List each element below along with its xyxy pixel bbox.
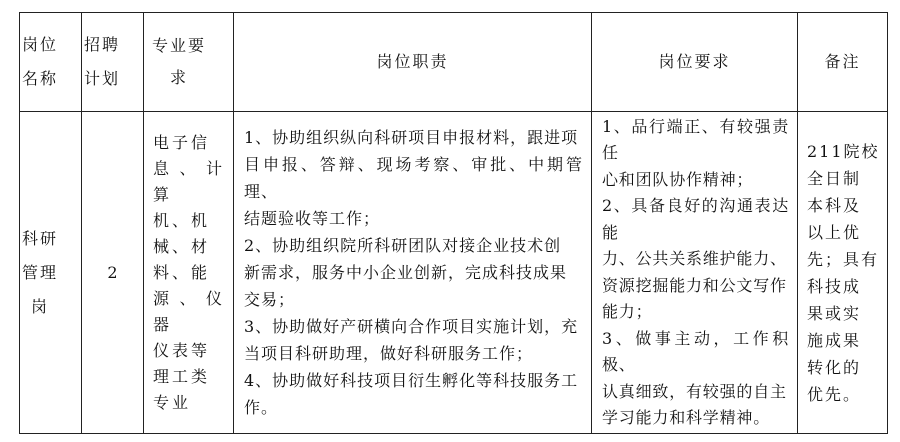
duties-text: 1、协助组织纵向科研项目申报材料，跟进项 目申报、答辩、现场考察、审批、中期管理、 结题验收等工作； 2、协助组织院所科研团队对接企业技术创 新需求，服务中小企业创新，完成科技成果 交易； 3、协助做好产研横向合作项目实施计划，充 当项目科研助理，做好科研服务工作； 4、协助做好科技项目衍生孵化等科技服务工 作。: [244, 128, 583, 417]
cell-duties: [234, 112, 592, 434]
table-row: [20, 112, 888, 434]
header-requirements: [592, 13, 798, 112]
header-notes-text: 备注: [824, 52, 861, 71]
cell-requirements: [592, 112, 798, 434]
header-duties-text: 岗位职责: [376, 52, 449, 71]
header-position-name: [20, 13, 82, 112]
header-requirements-text: 岗位要求: [658, 52, 731, 71]
notes-text: 211院校 全日制 本科及 以上优 先；具有 科技成 果或实 施成果 转化的 优先。: [807, 141, 880, 404]
header-plan: [82, 13, 144, 112]
major-text: 电子信 息、计算 机、机 械、材 料、能 源、仪器 仪表等 理工类 专业: [153, 132, 225, 412]
header-plan-text: 招聘 计划: [83, 35, 120, 88]
cell-notes: [798, 112, 888, 434]
job-table-container: [19, 12, 887, 434]
requirements-text: 1、品行端正、有较强责任 心和团队协作精神； 2、具备良好的沟通表达能 力、公共关系维护能力、 资源挖掘能力和公文写作 能力； 3、做事主动，工作积极、 认真细致，有较强的自主 学习能力和科学精神。: [602, 116, 789, 427]
cell-plan: [82, 112, 144, 434]
plan-count: 2: [107, 262, 118, 282]
position-name-text: 科研 管理 岗: [21, 228, 58, 316]
header-duties: [234, 13, 592, 112]
header-major: [144, 13, 234, 112]
header-position-name-text: 岗位 名称: [21, 35, 58, 88]
cell-position-name: [20, 112, 82, 434]
header-row: [20, 13, 888, 112]
job-table: [19, 12, 888, 434]
cell-major: [144, 112, 234, 434]
header-notes: [798, 13, 888, 112]
header-major-text: 专业要 求: [151, 36, 206, 87]
